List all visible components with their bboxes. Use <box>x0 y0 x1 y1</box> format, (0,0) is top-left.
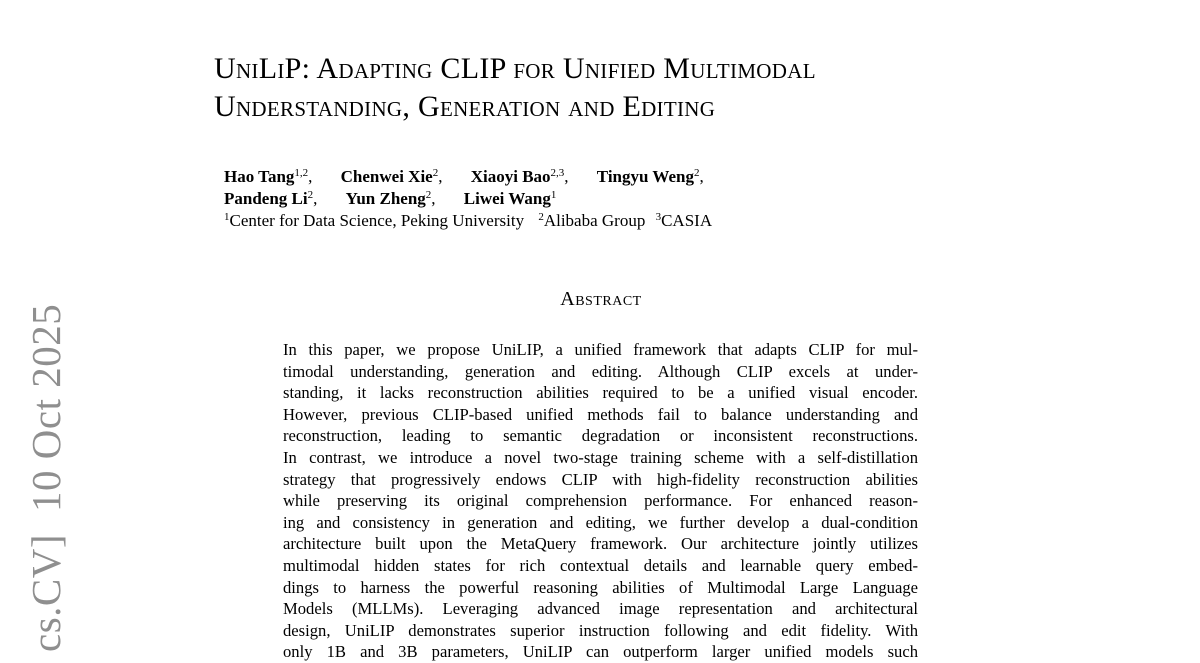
abstract-line: dings to harness the powerful reasoning abilities of Multimodal Large Language <box>283 577 918 597</box>
author-name: Chenwei Xie$^2$ <box>340 167 439 186</box>
author-name: Xiaoyi Bao$^{2,3}$ <box>470 167 565 186</box>
affiliation: $^2$Alibaba Group <box>538 211 646 230</box>
paper-title <box>214 50 1114 126</box>
author-block <box>224 166 1024 232</box>
abstract-line: reconstruction, leading to semantic degradation or inconsistent reconstructions. <box>283 426 918 446</box>
author-name: Liwei Wang$^1$ <box>463 189 557 208</box>
affiliation: $^3$CASIA <box>655 211 713 230</box>
abstract-line: standing, it lacks reconstruction abilities required to be a unified visual encoder. <box>283 383 918 403</box>
author-name: Pandeng Li$^2$ <box>224 189 314 208</box>
affiliations <box>224 210 1024 232</box>
abstract-line: In this paper, we propose UniLIP, a unified framework that adapts CLIP for mul- <box>283 340 918 359</box>
abstract-line: ing and consistency in generation and editing, we further develop a dual-condition <box>283 512 918 532</box>
title-line-1: UniLiP: Adapting CLIP for Unified Multimodal <box>214 52 816 85</box>
author-line-2: Pandeng Li$^2$, Yun Zheng$^2$, Liwei Wang$^1$ <box>224 189 557 208</box>
abstract-line: strategy that progressively endows CLIP with high-fidelity reconstruction abilities <box>283 469 918 489</box>
abstract-line: design, UniLIP demonstrates superior instruction following and edit fidelity. With <box>283 620 918 640</box>
arxiv-date: 10 Oct 2025 <box>23 303 69 512</box>
author-line-1: Hao Tang$^{1,2}$, Chenwei Xie$^2$, Xiaoyi Bao$^{2,3}$, Tingyu Weng$^2$, <box>224 167 704 186</box>
abstract-line: architecture built upon the MetaQuery framework. Our architecture jointly utilizes <box>283 534 918 554</box>
abstract-heading: Abstract <box>560 288 642 310</box>
abstract-body <box>283 339 918 663</box>
affiliation: $^1$Center for Data Science, Peking University <box>224 211 525 230</box>
author-name: Tingyu Weng$^2$ <box>596 167 700 186</box>
title-line-2: Understanding, Generation and Editing <box>214 90 716 123</box>
author-name: Yun Zheng$^2$ <box>345 189 432 208</box>
abstract-line: Models (MLLMs). Leveraging advanced image representation and architectural <box>283 599 918 619</box>
arxiv-category: cs.CV] <box>23 533 69 652</box>
arxiv-stamp <box>22 304 70 652</box>
abstract-line: multimodal hidden states for rich contextual details and learnable query embed- <box>283 555 918 575</box>
abstract-line: However, previous CLIP-based unified methods fail to balance understanding and <box>283 404 918 424</box>
abstract-line: timodal understanding, generation and editing. Although CLIP excels at under- <box>283 361 918 381</box>
abstract-line: In contrast, we introduce a novel two-stage training scheme with a self-distillation <box>283 447 918 467</box>
abstract-line: only 1B and 3B parameters, UniLIP can outperform larger unified models such <box>283 642 918 662</box>
abstract-line: while preserving its original comprehension performance. For enhanced reason- <box>283 491 918 511</box>
author-name: Hao Tang$^{1,2}$ <box>224 167 309 186</box>
